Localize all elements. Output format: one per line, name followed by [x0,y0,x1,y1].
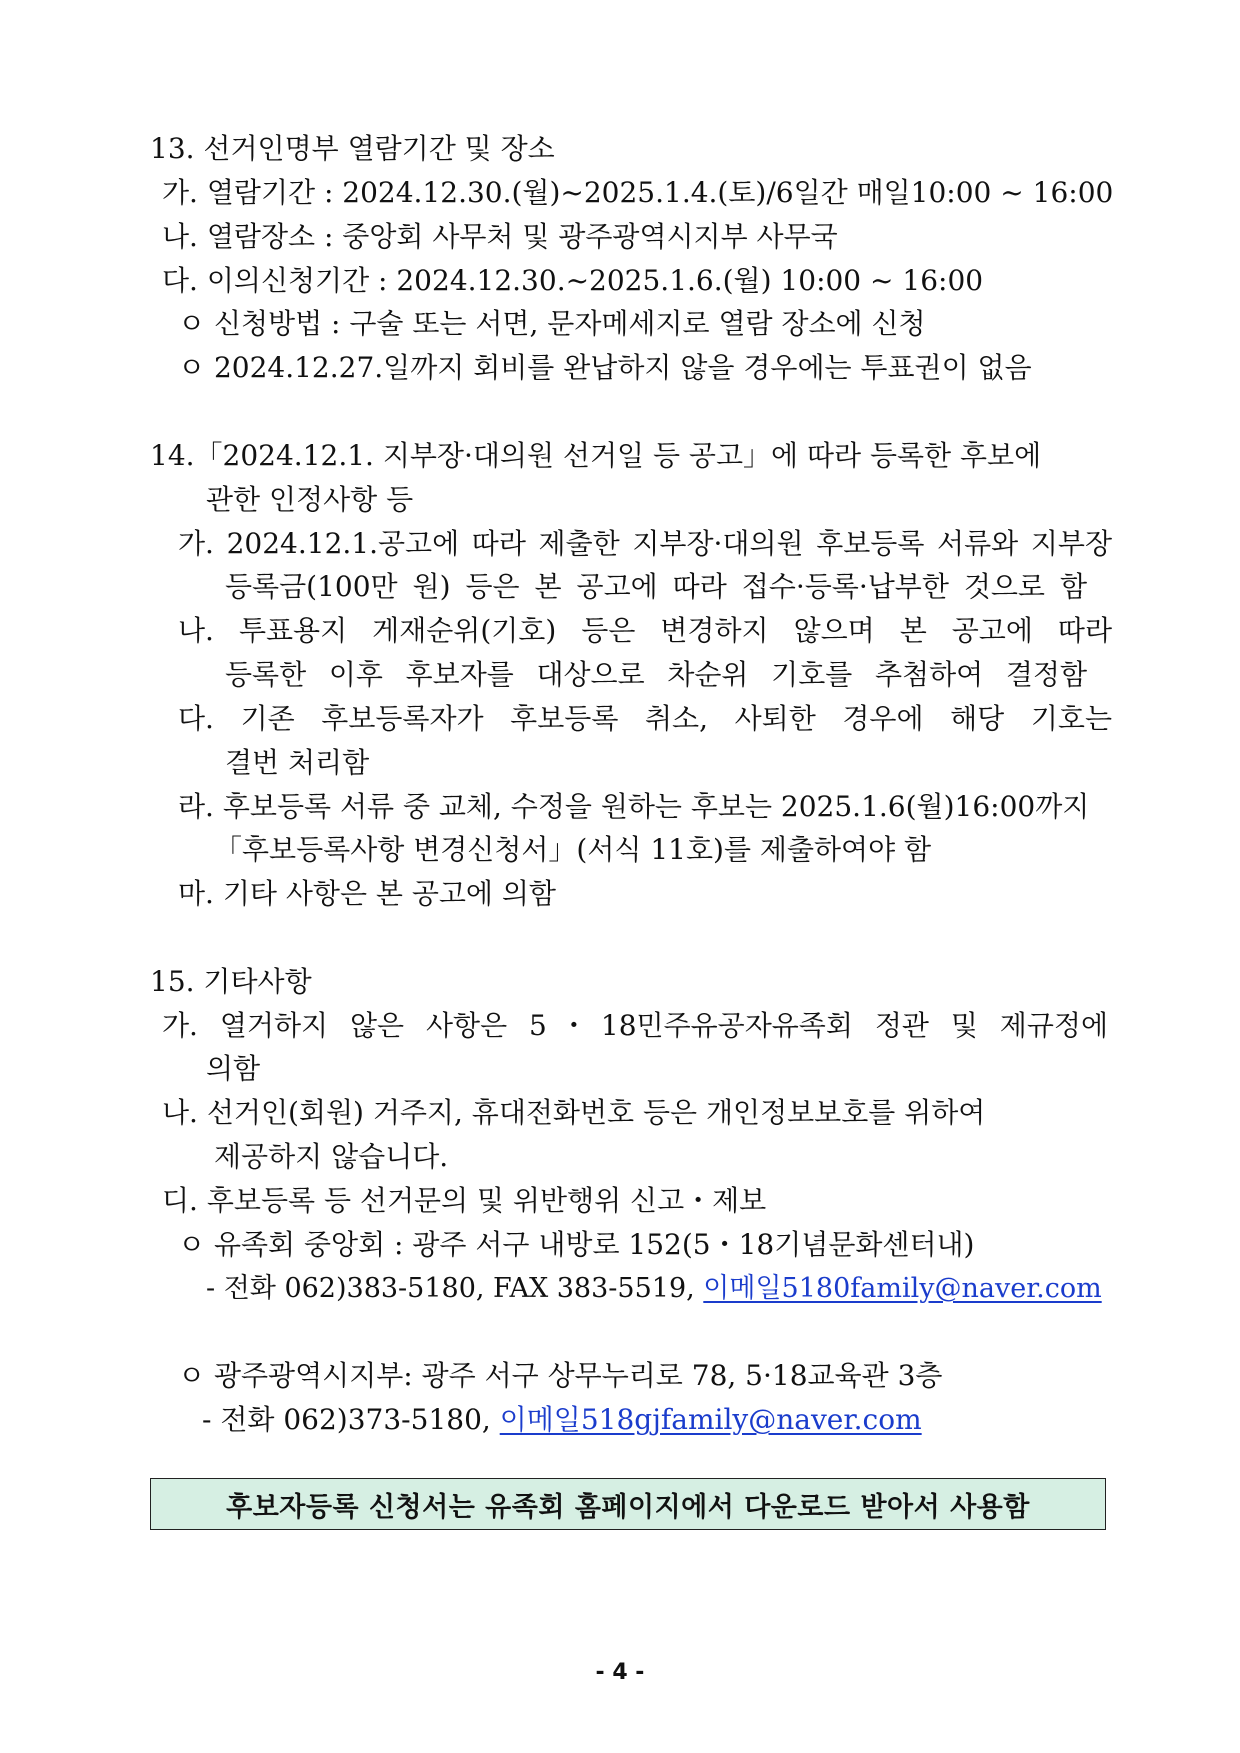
section-13-item-b: 나. 열람장소 : 중앙회 사무처 및 광주광역시지부 사무국 [162,220,838,253]
section-15-item-a-line-2: 의함 [206,1052,261,1085]
headquarters-contact [206,1269,1102,1309]
headquarters-address: ㅇ 유족회 중앙회 : 광주 서구 내방로 152(5・18기념문화센터내) [178,1228,975,1261]
headquarters-email-link[interactable]: 이메일5180family@naver.com [703,1273,1102,1304]
section-14-item-a-line-2: 등록금(100만 원) 등은 본 공고에 따라 접수·등록·납부한 것으로 함 [225,570,1087,603]
section-14-item-d-line-1: 라. 후보등록 서류 중 교체, 수정을 원하는 후보는 2025.1.6(월)16:00까지 [178,790,1090,823]
section-14-item-c-line-1: 다. 기존 후보등록자가 후보등록 취소, 사퇴한 경우에 해당 기호는 [178,702,1112,735]
section-14-heading-line-1: 14.「2024.12.1. 지부장·대의원 선거일 등 공고」에 따라 등록한 후보에 [150,439,1042,472]
section-14-item-a-line-1: 가. 2024.12.1.공고에 따라 제출한 지부장·대의원 후보등록 서류와 지부장 [178,527,1112,560]
section-15-item-c: 디. 후보등록 등 선거문의 및 위반행위 신고・제보 [162,1184,767,1217]
section-14-item-b-line-2: 등록한 이후 후보자를 대상으로 차순위 기호를 추첨하여 결정함 [225,658,1087,691]
page-number: - 4 - [595,1660,645,1685]
download-notice-box [150,1478,1106,1530]
section-15-item-b-line-2: 제공하지 않습니다. [214,1140,449,1173]
section-14-item-d-line-2: 「후보등록사항 변경신청서」(서식 11호)를 제출하여야 함 [214,833,932,866]
section-15-heading: 15. 기타사항 [150,965,312,998]
section-14-heading-line-2: 관한 인정사항 등 [206,483,414,516]
section-13-item-c: 다. 이의신청기간 : 2024.12.30.~2025.1.6.(월) 10:00 ~ 16:00 [162,264,984,297]
branch-phone: - 전화 062)373-5180, [202,1403,500,1436]
branch-contact [202,1400,922,1440]
section-14-item-c-line-2: 결번 처리함 [225,746,370,779]
headquarters-phone-fax: - 전화 062)383-5180, FAX 383-5519, [206,1273,704,1304]
section-15-item-b-line-1: 나. 선거인(회원) 거주지, 휴대전화번호 등은 개인정보보호를 위하여 [162,1096,986,1129]
section-14-item-e: 마. 기타 사항은 본 공고에 의함 [178,877,556,910]
section-13-heading: 13. 선거인명부 열람기간 및 장소 [150,132,555,165]
branch-address: ㅇ 광주광역시지부: 광주 서구 상무누리로 78, 5·18교육관 3층 [178,1359,943,1392]
section-15-item-a-line-1: 가. 열거하지 않은 사항은 5・18민주유공자유족회 정관 및 제규정에 [162,1009,1108,1042]
branch-email-link[interactable]: 이메일518gjfamily@naver.com [499,1403,922,1436]
section-13-item-a: 가. 열람기간 : 2024.12.30.(월)~2025.1.4.(토)/6일간 매일10:00 ~ 16:00 [162,176,1114,209]
download-notice-text: 후보자등록 신청서는 유족회 홈페이지에서 다운로드 받아서 사용함 [226,1491,1030,1523]
section-13-bullet-fee: ㅇ 2024.12.27.일까지 회비를 완납하지 않을 경우에는 투표권이 없음 [178,351,1032,384]
section-14-item-b-line-1: 나. 투표용지 게재순위(기호) 등은 변경하지 않으며 본 공고에 따라 [178,614,1112,647]
section-13-bullet-method: ㅇ 신청방법 : 구술 또는 서면, 문자메세지로 열람 장소에 신청 [178,307,926,340]
